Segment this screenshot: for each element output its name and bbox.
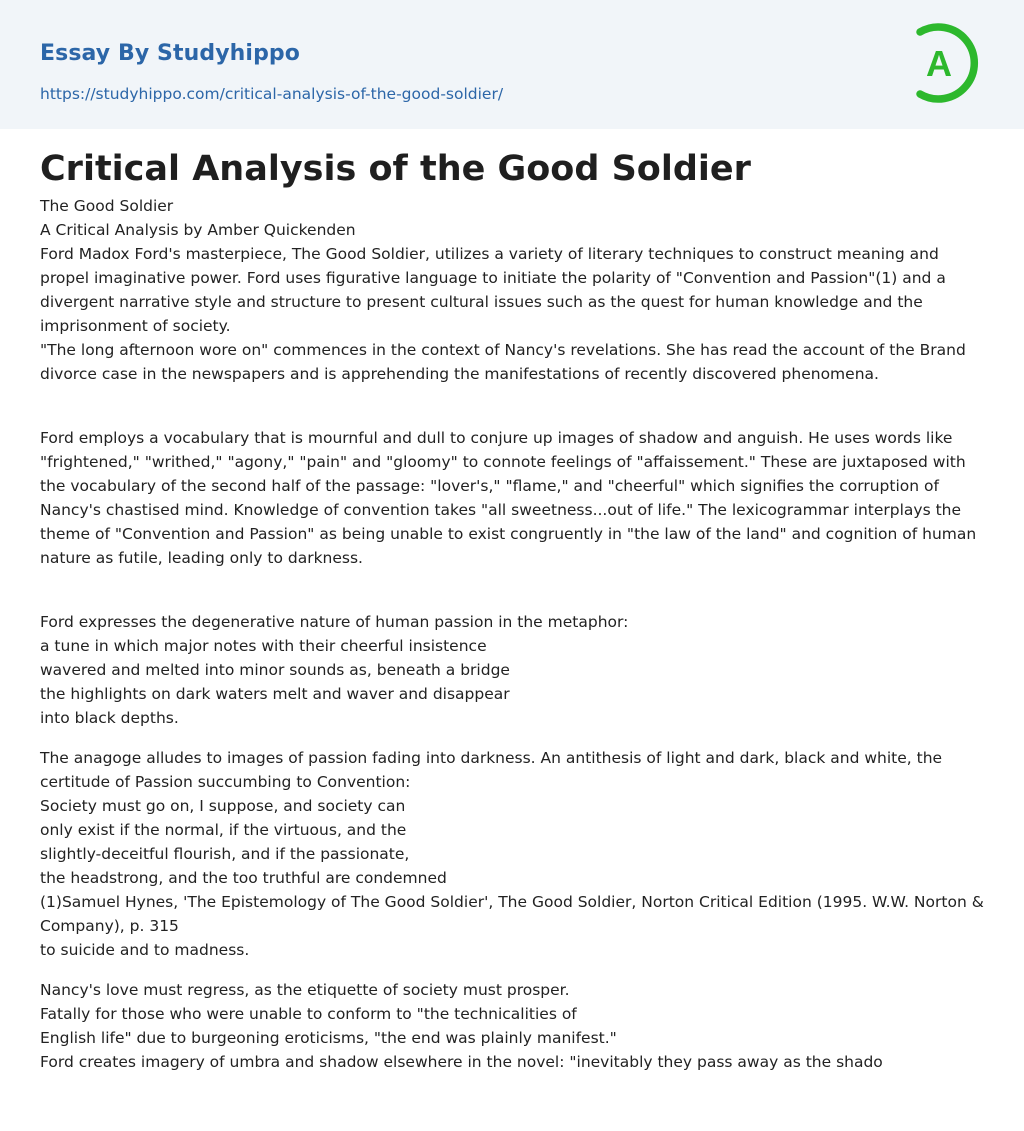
- essay-paragraph: Ford Madox Ford's masterpiece, The Good Soldier, utilizes a variety of literary techniques to construct meaning and propel imaginative power. Ford uses figurative language to initiate the polarity of "Convention and Passion"(1) and a divergent narrative style and structure to present cultural issues such as the quest for human knowledge and the imprisonment of society.: [40, 245, 946, 335]
- essay-url-link[interactable]: https://studyhippo.com/critical-analysis-of-the-good-soldier/: [40, 85, 504, 103]
- quote-line: a tune in which major notes with their cheerful insistence: [40, 637, 487, 655]
- page-title: Critical Analysis of the Good Soldier: [40, 149, 751, 189]
- quote-line: wavered and melted into minor sounds as, beneath a bridge: [40, 661, 510, 679]
- quote-line: to suicide and to madness.: [40, 941, 250, 959]
- footnote: (1)Samuel Hynes, 'The Epistemology of The Good Soldier', The Good Soldier, Norton Critical Edition (1995. W.W. Norton & Company), p. 315: [40, 893, 984, 935]
- quote-line: only exist if the normal, if the virtuous, and the: [40, 821, 407, 839]
- essay-line: Nancy's love must regress, as the etiquette of society must prosper.: [40, 981, 570, 999]
- essay-line: A Critical Analysis by Amber Quickenden: [40, 221, 356, 239]
- essay-paragraph: Ford expresses the degenerative nature of human passion in the metaphor:: [40, 613, 629, 631]
- essay-line: English life" due to burgeoning eroticisms, "the end was plainly manifest.": [40, 1029, 617, 1047]
- quote-line: the highlights on dark waters melt and waver and disappear: [40, 685, 510, 703]
- essay-paragraph: Ford employs a vocabulary that is mournful and dull to conjure up images of shadow and anguish. He uses words like "frightened," "writhed," "agony," "pain" and "gloomy" to connote feelings of "affaissement." These are juxtaposed with the vocabulary of the second half of the passage: "lover's," "flame," and "cheerful" which signifies the corruption of Nancy's chastised mind. Knowledge of convention takes "all sweetness...out of life." The lexicogrammar interplays the theme of "Convention and Passion" as being unable to exist congruently in "the law of the land" and cognition of human nature as futile, leading only to darkness.: [40, 429, 977, 567]
- essay-line: The Good Soldier: [40, 197, 174, 215]
- logo-letter: A: [926, 43, 952, 84]
- site-title[interactable]: Essay By Studyhippo: [40, 41, 300, 66]
- essay-paragraph: "The long afternoon wore on" commences in the context of Nancy's revelations. She has read the account of the Brand divorce case in the newspapers and is apprehending the manifestations of recently discovered phenomena.: [40, 341, 966, 383]
- quote-line: into black depths.: [40, 709, 179, 727]
- quote-line: slightly-deceitful flourish, and if the passionate,: [40, 845, 410, 863]
- quote-line: the headstrong, and the too truthful are condemned: [40, 869, 447, 887]
- essay-line: Fatally for those who were unable to conform to "the technicalities of: [40, 1005, 577, 1023]
- studyhippo-logo-icon[interactable]: [912, 20, 986, 106]
- essay-body: [40, 194, 990, 1074]
- quote-line: Society must go on, I suppose, and society can: [40, 797, 406, 815]
- essay-paragraph: The anagoge alludes to images of passion fading into darkness. An antithesis of light and dark, black and white, the certitude of Passion succumbing to Convention:: [40, 749, 943, 791]
- essay-line: Ford creates imagery of umbra and shadow elsewhere in the novel: "inevitably they pass away as the shado: [40, 1053, 883, 1071]
